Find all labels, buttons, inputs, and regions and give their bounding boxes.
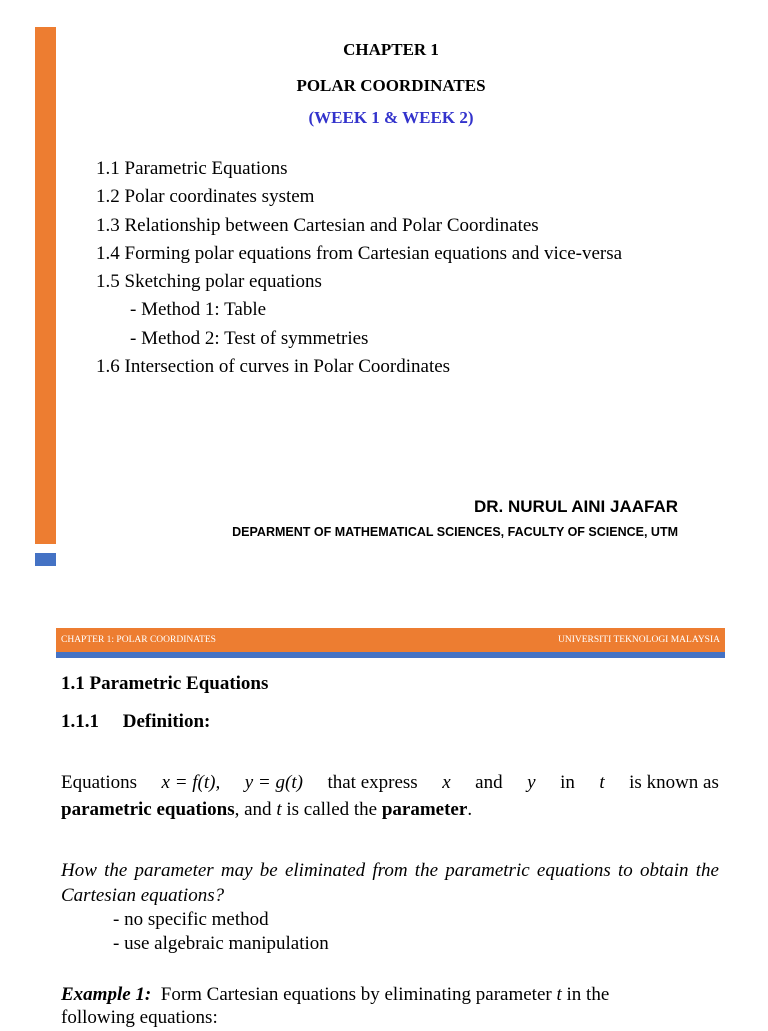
subsection-heading: 1.1.1 Definition:	[61, 711, 211, 732]
list-item: - no specific method	[113, 909, 269, 930]
example-text: in the	[566, 984, 610, 1005]
page-header-band	[56, 628, 725, 652]
equation-y: y = g(t)	[244, 772, 303, 793]
definition-line-2	[61, 796, 719, 823]
toc-item: 1.3 Relationship between Cartesian and Polar Coordinates	[96, 214, 539, 236]
toc-item: 1.4 Forming polar equations from Cartesian equations and vice-versa	[96, 242, 623, 264]
page-header-underline	[56, 652, 725, 658]
example-label: Example 1:	[61, 984, 152, 1005]
definition-line-1	[61, 769, 719, 796]
definition-text: Equations	[61, 772, 137, 793]
definition-text: in	[560, 772, 575, 793]
term-parameter: parameter	[381, 799, 468, 820]
page-header-left: CHAPTER 1: POLAR COORDINATES	[61, 635, 216, 645]
variable-t: t	[599, 772, 605, 793]
chapter-title: CHAPTER 1	[343, 40, 439, 59]
term-parametric-equations: parametric equations	[61, 799, 235, 820]
toc-subitem: - Method 1: Table	[130, 299, 267, 321]
example-text: Form Cartesian equations by eliminating parameter	[160, 984, 552, 1005]
toc-item: 1.1 Parametric Equations	[96, 158, 288, 179]
section-heading: 1.1 Parametric Equations	[61, 673, 269, 694]
method-list	[113, 908, 329, 956]
variable-t: t	[276, 799, 282, 820]
toc-item: 1.2 Polar coordinates system	[96, 186, 315, 208]
equation-x: x = f(t),	[161, 772, 221, 793]
definition-text: that express	[327, 772, 418, 793]
variable-t: t	[556, 984, 562, 1005]
toc-subitem: - Method 2: Test of symmetries	[130, 327, 369, 349]
definition-text: .	[467, 799, 473, 820]
definition-text: is known as	[629, 772, 719, 793]
left-blue-square	[35, 553, 56, 566]
chapter-weeks: (WEEK 1 & WEEK 2)	[308, 108, 474, 127]
chapter-subtitle: POLAR COORDINATES	[296, 76, 486, 95]
definition-text: is called the	[286, 799, 378, 820]
left-orange-bar	[35, 27, 56, 544]
table-of-contents	[96, 155, 622, 381]
example-line-2: following equations:	[61, 1007, 218, 1028]
variable-y: y	[527, 772, 536, 793]
variable-x: x	[442, 772, 451, 793]
definition-text: and	[475, 772, 503, 793]
toc-item: 1.6 Intersection of curves in Polar Coordinates	[96, 356, 451, 378]
author-department: DEPARMENT OF MATHEMATICAL SCIENCES, FACULTY OF SCIENCE, UTM	[232, 525, 678, 539]
definition-paragraph	[61, 769, 719, 823]
definition-text: , and	[234, 799, 272, 820]
list-item: - use algebraic manipulation	[113, 933, 329, 954]
page-header-right: UNIVERSITI TEKNOLOGI MALAYSIA	[557, 635, 720, 645]
question-paragraph: How the parameter may be eliminated from the parametric equations to obtain the Cartesian equations?	[61, 860, 719, 906]
toc-item: 1.5 Sketching polar equations	[96, 271, 322, 293]
author-name: DR. NURUL AINI JAAFAR	[473, 497, 678, 516]
